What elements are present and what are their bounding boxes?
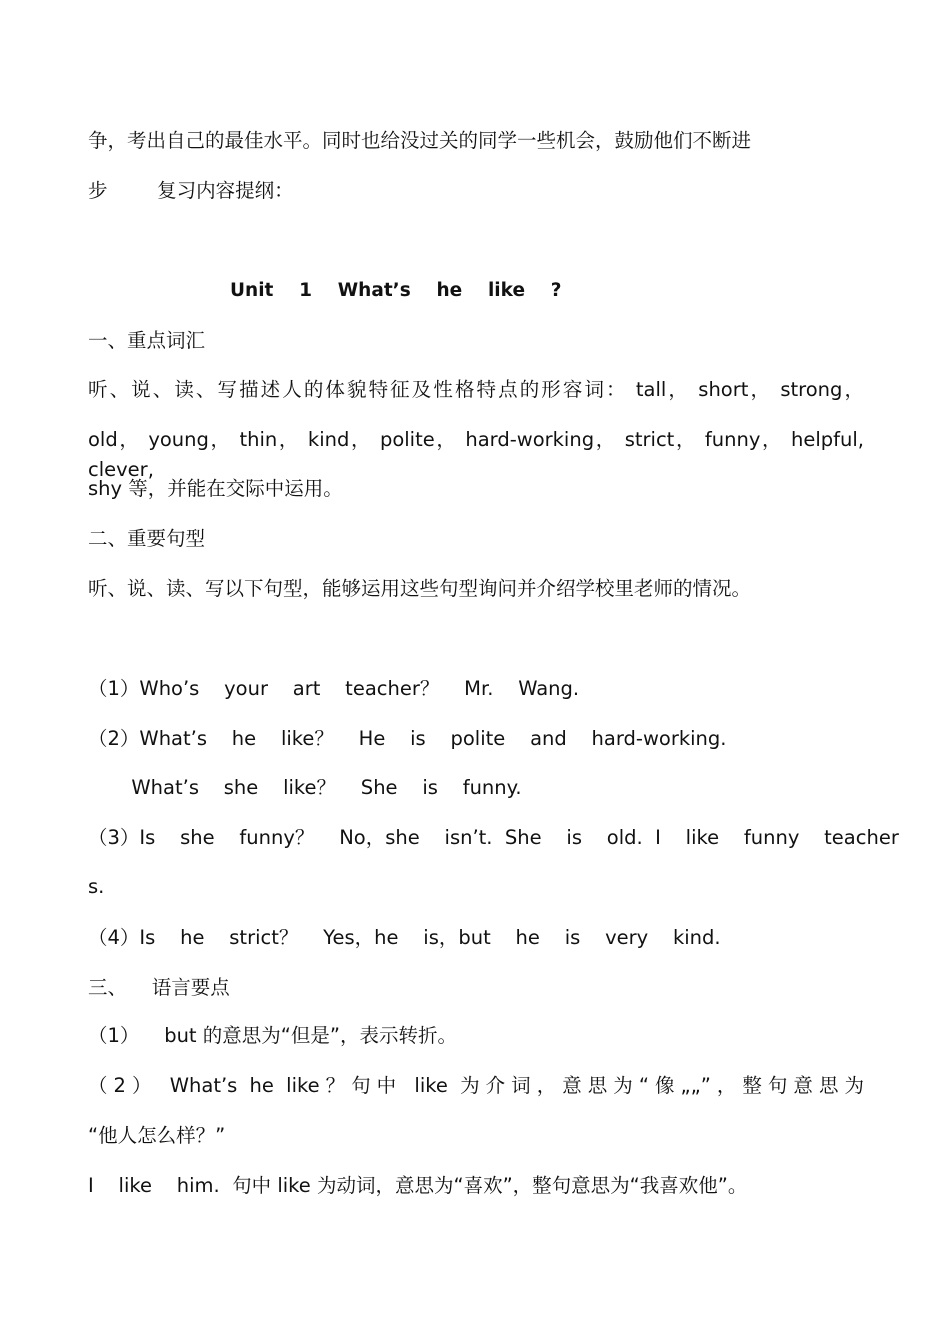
section-2-heading: 二、重要句型 [88,527,206,550]
point-2: （2） What’s he like？句中 like 为介词，意思为“像„„”，整句意思为 [88,1074,864,1097]
point-2-continued: “他人怎么样？” [88,1124,226,1147]
intro-line-2: 步 复习内容提纲： [88,179,294,202]
intro-line-1: 争，考出自己的最佳水平。同时也给没过关的同学一些机会，鼓励他们不断进 [88,129,752,152]
section-1-line-2: old， young， thin， kind， polite， hard-working， strict， funny， helpful, clever, [88,428,864,481]
sentence-2: （2）What’s he like？ He is polite and hard-working. [88,727,727,750]
point-3: I like him. 句中 like 为动词，意思为“喜欢”，整句意思为“我喜欢他”。 [88,1174,748,1197]
section-1-line-3: shy 等，并能在交际中运用。 [88,477,343,500]
unit-title: Unit 1 What’s he like ? [230,280,562,301]
sentence-2b: What’s she like？ She is funny. [88,776,522,799]
section-1-line-1: 听、说、读、写描述人的体貌特征及性格特点的形容词： tall， short， strong， [88,378,864,401]
point-1: （1） but 的意思为“但是”，表示转折。 [88,1024,457,1047]
sentence-3-continued: s. [88,875,105,898]
sentence-1: （1）Who’s your art teacher？ Mr. Wang. [88,677,580,700]
section-3-heading: 三、 语言要点 [88,976,230,999]
section-2-intro: 听、说、读、写以下句型，能够运用这些句型询问并介绍学校里老师的情况。 [88,577,752,600]
sentence-3: （3）Is she funny？ No，she isn’t. She is old. I like funny teacher [88,826,899,849]
sentence-4: （4）Is he strict？ Yes，he is，but he is very kind. [88,926,721,949]
section-1-heading: 一、重点词汇 [88,329,206,352]
